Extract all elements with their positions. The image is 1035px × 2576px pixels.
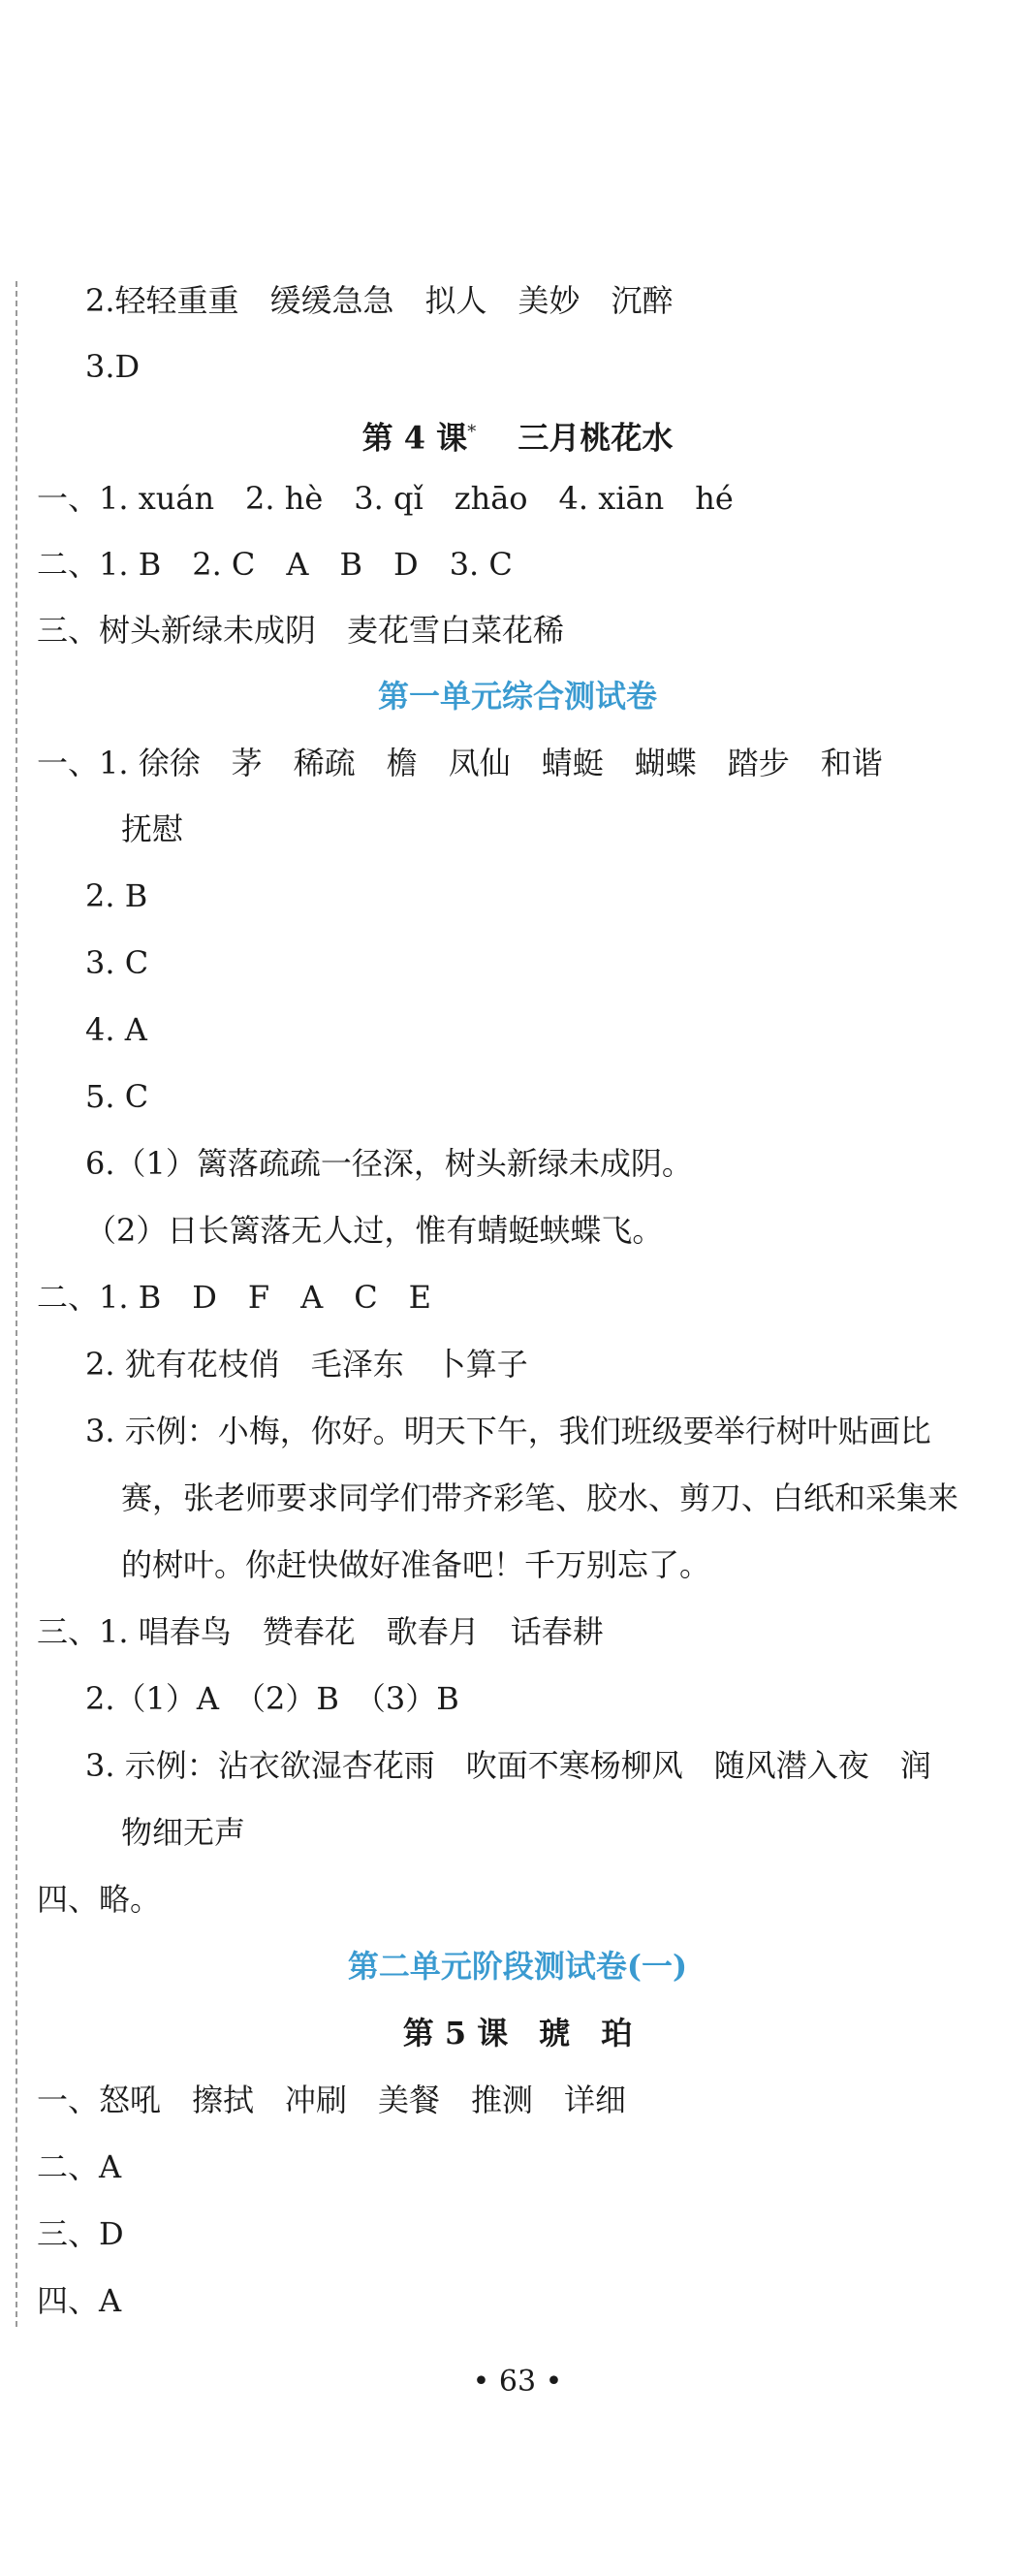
unit-2-stage-test-heading: 第二单元阶段测试卷(一) [347,1948,688,1985]
answer-line: 3. 示例：沾衣欲湿杏花雨 吹面不寒杨柳风 随风潜入夜 润 [85,1747,931,1784]
unit-1-test-heading: 第一单元综合测试卷 [377,678,657,715]
answer-line: 三、树头新绿未成阴 麦花雪白菜花稀 [37,612,565,649]
answer-line: 3.D [85,348,141,385]
answer-line: 赛，张老师要求同学们带齐彩笔、胶水、剪刀、白纸和采集来 [121,1479,959,1516]
answer-line: 一、怒吼 擦拭 冲刷 美餐 推测 详细 [37,2082,627,2118]
lesson-4-title: 三月桃花水 [518,419,674,457]
lesson-4-heading [0,411,1035,460]
answer-line: 二、1. B 2. C A B D 3. C [37,546,513,583]
answer-line: 三、1. 唱春鸟 赞春花 歌春月 话春耕 [37,1613,604,1650]
answer-line: 3. C [85,944,149,981]
page-number: • 63 • [472,2365,563,2399]
answer-line: 2.（1）A （2）B （3）B [85,1680,459,1717]
answer-line: 物细无声 [121,1814,246,1851]
lesson-4-number: 第 4 课 [361,419,468,457]
answer-line: 四、略。 [37,1881,162,1918]
lesson-5-heading: 第 5 课 琥 珀 [402,2015,633,2051]
answer-line: 抚慰 [121,811,184,847]
answer-line: 2. B [85,877,148,914]
answer-line: 3. 示例：小梅，你好。明天下午，我们班级要举行树叶贴画比 [85,1413,931,1449]
answer-line: 4. A [85,1011,147,1048]
answer-line: 三、D [37,2215,124,2252]
answer-line: （2）日长篱落无人过，惟有蜻蜓蛱蝶飞。 [85,1212,664,1249]
answer-line: 6.（1）篱落疏疏一径深，树头新绿未成阴。 [85,1145,693,1182]
lesson-4-mark: * [467,422,477,442]
answer-line: 二、1. B D F A C E [37,1279,432,1316]
answer-line: 5. C [85,1078,149,1115]
answer-line: 二、A [37,2148,122,2185]
answer-line: 一、1. xuán 2. hè 3. qǐ zhāo 4. xiān hé [37,480,734,517]
answer-line: 的树叶。你赶快做好准备吧！千万别忘了。 [121,1546,711,1583]
answer-line: 四、A [37,2282,122,2319]
answer-line: 2.轻轻重重 缓缓急急 拟人 美妙 沉醉 [85,282,674,319]
answer-line: 2. 犹有花枝俏 毛泽东 卜算子 [85,1346,528,1383]
answer-line: 一、1. 徐徐 茅 稀疏 檐 凤仙 蜻蜓 蝴蝶 踏步 和谐 [37,745,883,781]
